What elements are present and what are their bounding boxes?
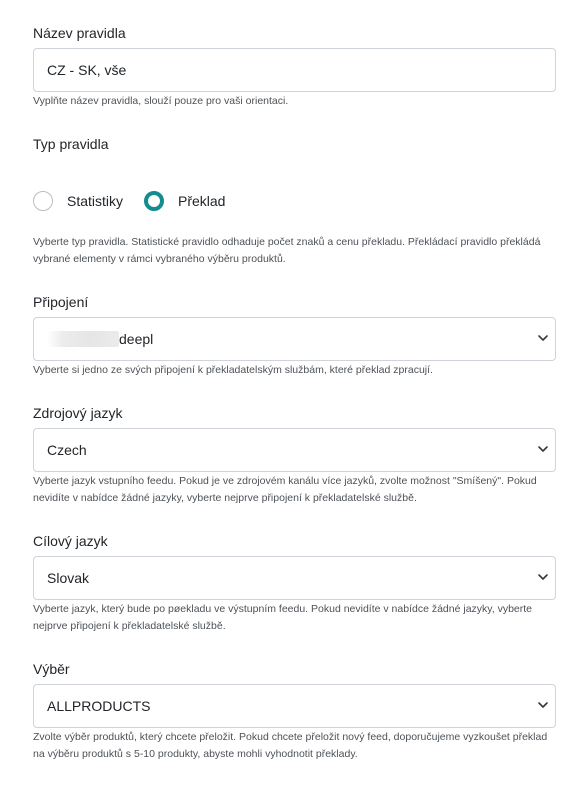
target-language-value: Slovak [47,570,90,586]
selection-label: Výběr [33,661,70,677]
radio-translation[interactable] [144,191,164,211]
selection-select[interactable] [33,684,556,728]
connection-value-wrap [47,330,153,348]
connection-select[interactable] [33,317,556,361]
source-language-value: Czech [47,442,87,458]
rule-type-label: Typ pravidla [33,136,109,152]
chevron-down-icon [537,332,549,344]
radio-translation-label[interactable]: Překlad [178,193,226,209]
rule-name-value: CZ - SK, vše [47,62,127,78]
connection-label: Připojení [33,294,89,310]
selection-value: ALLPRODUCTS [47,698,151,714]
source-language-select[interactable] [33,428,556,472]
connection-value: deepl [119,331,154,347]
source-language-help: Vyberte jazyk vstupního feedu. Pokud je ve zdrojovém kanálu více jazyků, zvolte možnost "Smíšený". Pokud nevidíte v nabídce žádné jazyky, vyberte nejprve připojení k překladatelské službě. [33,475,537,504]
radio-statistics-label[interactable]: Statistiky [67,193,124,209]
selection-help: Zvolte výběr produktů, který chcete přeložit. Pokud chcete přeložit nový feed, doporučujeme vyzkoušet překlad na výběru produktů s 5-10 produkty, abyste mohli vyhodnotit překlady. [33,731,548,760]
redacted-connection-name [47,331,119,347]
rule-name-help: Vyplňte název pravidla, slouží pouze pro vaši orientaci. [33,95,289,107]
rule-name-label: Název pravidla [33,25,126,41]
target-language-select[interactable] [33,556,556,600]
connection-help: Vyberte si jedno ze svých připojení k překladatelským službám, které překlad zpracují. [33,364,433,376]
chevron-down-icon [537,571,549,583]
rule-name-input[interactable] [33,48,556,92]
target-language-label: Cílový jazyk [33,533,108,549]
target-language-help: Vyberte jazyk, který bude po pøekladu ve výstupním feedu. Pokud nevidíte v nabídce žádné jazyky, vyberte nejprve připojení k překladatelské službě. [33,603,533,632]
source-language-label: Zdrojový jazyk [33,405,123,421]
rule-type-help: Vyberte typ pravidla. Statistické pravidlo odhaduje počet znaků a cenu překladu. Překládací pravidlo překládá vybrané elementy v rámci vybraného výběru produktů. [33,236,541,265]
radio-statistics[interactable] [33,191,53,211]
chevron-down-icon [537,443,549,455]
chevron-down-icon [537,699,549,711]
